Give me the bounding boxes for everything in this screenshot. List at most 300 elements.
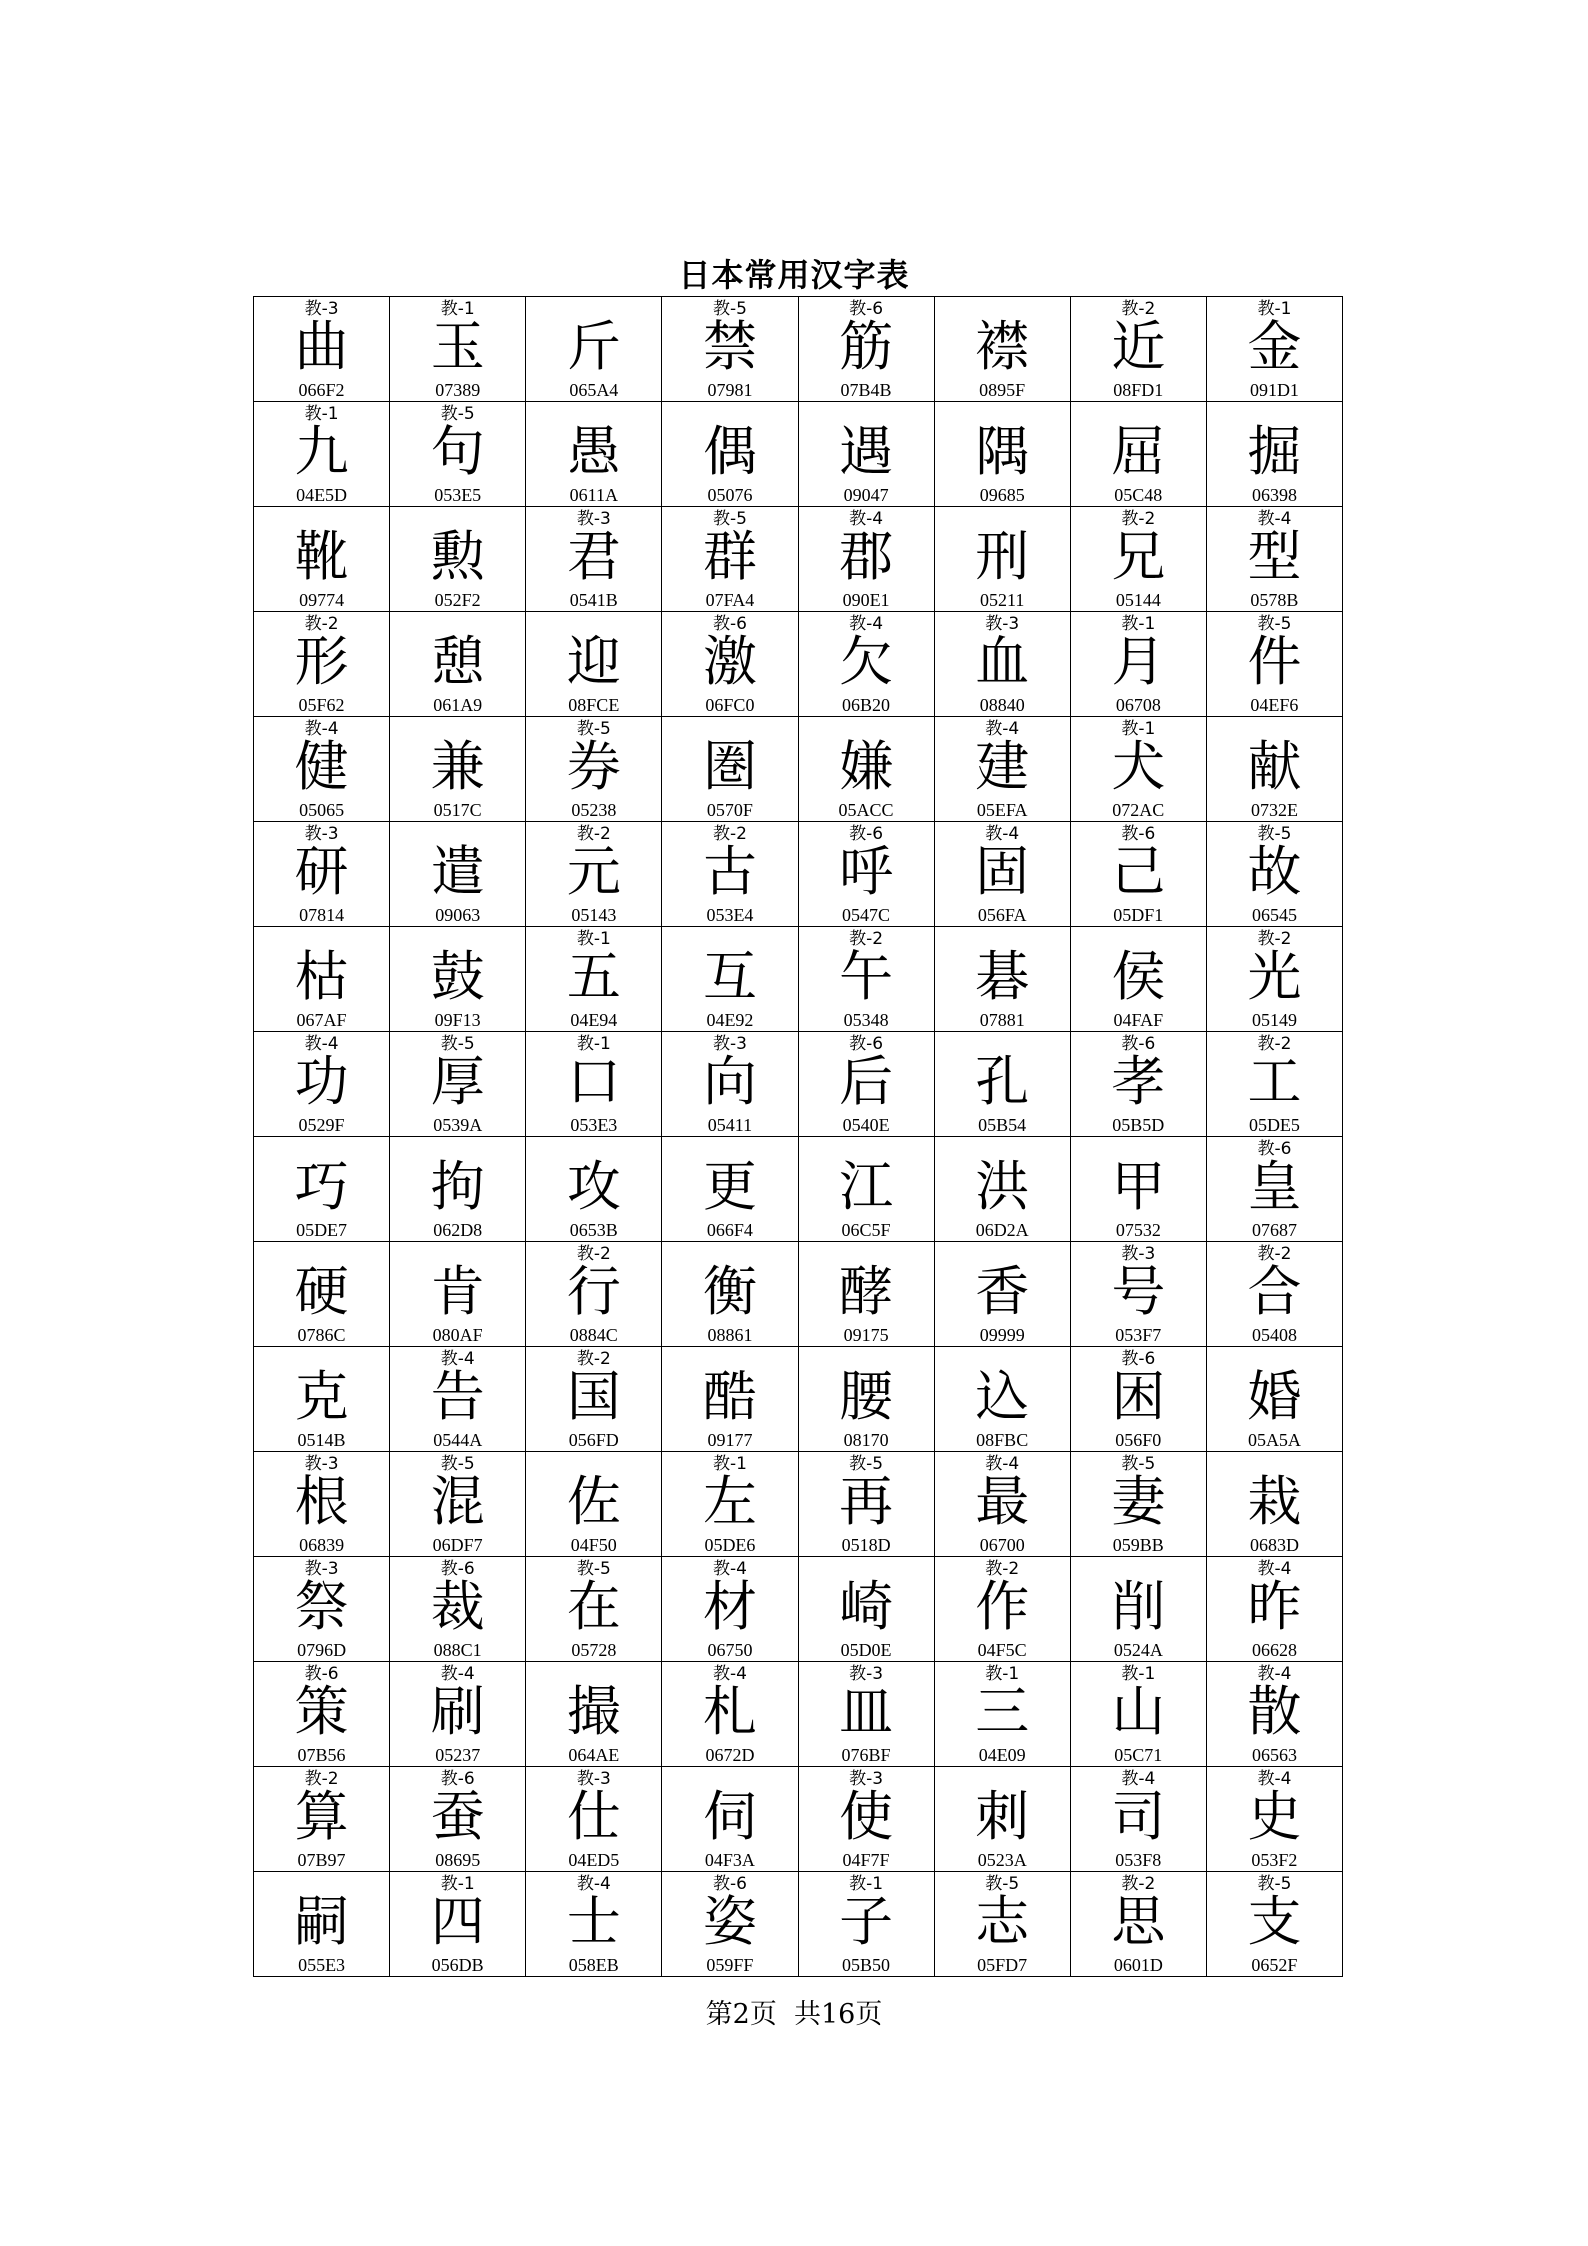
page-title: 日本常用汉字表 (678, 256, 910, 294)
kanji-code: 056FA (977, 905, 1027, 925)
kanji-char: 偶 (702, 420, 757, 483)
kanji-code: 0547C (842, 905, 891, 925)
kanji-code: 05411 (707, 1115, 753, 1135)
kanji-code: 04FAF (1113, 1010, 1164, 1030)
kanji-code: 088C1 (433, 1640, 482, 1660)
kanji-code: 04E94 (570, 1010, 618, 1030)
kanji-char: 混 (430, 1470, 485, 1533)
kanji-code: 04F3A (704, 1850, 755, 1870)
kanji-cell (526, 1347, 662, 1452)
kanji-code: 053E5 (434, 485, 482, 505)
kanji-char: 向 (702, 1050, 757, 1113)
kanji-cell (798, 507, 934, 612)
kanji-grade: 教-4 (849, 614, 884, 634)
table-row (254, 1662, 1343, 1767)
kanji-char: 呼 (839, 840, 894, 903)
kanji-char: 史 (1247, 1785, 1302, 1848)
kanji-cell (254, 1452, 390, 1557)
kanji-code: 08840 (979, 695, 1025, 715)
kanji-code: 05DF1 (1113, 905, 1164, 925)
kanji-code: 08695 (435, 1850, 481, 1870)
kanji-char: 司 (1111, 1785, 1166, 1848)
kanji-code: 05237 (435, 1745, 481, 1765)
kanji-cell (798, 927, 934, 1032)
kanji-grade: 教-4 (1257, 509, 1292, 529)
kanji-grade: 教-1 (1121, 614, 1156, 634)
kanji-code: 05B5D (1112, 1115, 1165, 1135)
kanji-char: 近 (1111, 315, 1166, 378)
kanji-char: 妻 (1111, 1470, 1166, 1533)
kanji-char: 健 (294, 735, 349, 798)
kanji-code: 05DE6 (704, 1535, 756, 1555)
kanji-grade: 教-6 (849, 824, 884, 844)
kanji-cell (1070, 1557, 1206, 1662)
kanji-cell (934, 822, 1070, 927)
kanji-cell (798, 1557, 934, 1662)
kanji-grade: 教-5 (576, 719, 611, 739)
kanji-char: 隅 (975, 420, 1030, 483)
kanji-grade: 教-5 (985, 1874, 1020, 1894)
kanji-grade: 教-5 (712, 509, 747, 529)
kanji-char: 掘 (1247, 420, 1302, 483)
kanji-code: 066F4 (706, 1220, 753, 1240)
kanji-char: 互 (702, 945, 757, 1008)
kanji-code: 0895F (979, 380, 1026, 400)
kanji-char: 材 (702, 1575, 757, 1638)
kanji-code: 05728 (571, 1640, 617, 1660)
kanji-cell (1206, 1137, 1342, 1242)
kanji-char: 侯 (1111, 945, 1166, 1008)
kanji-grade: 教-6 (849, 299, 884, 319)
kanji-code: 0601D (1113, 1955, 1163, 1975)
kanji-cell (934, 1767, 1070, 1872)
kanji-char: 迎 (566, 630, 621, 693)
kanji-code: 04EF6 (1250, 695, 1299, 715)
kanji-char: 裁 (430, 1575, 485, 1638)
kanji-code: 08FCE (568, 695, 620, 715)
kanji-cell (798, 1137, 934, 1242)
kanji-cell (662, 1557, 798, 1662)
kanji-char: 禁 (702, 315, 757, 378)
kanji-cell (934, 927, 1070, 1032)
kanji-char: 克 (294, 1365, 349, 1428)
kanji-code: 06628 (1251, 1640, 1297, 1660)
kanji-code: 065A4 (569, 380, 619, 400)
kanji-cell (254, 402, 390, 507)
kanji-code: 05143 (571, 905, 617, 925)
kanji-code: 056DB (431, 1955, 484, 1975)
kanji-code: 0514B (297, 1430, 346, 1450)
kanji-cell (1070, 1137, 1206, 1242)
kanji-code: 04E5D (296, 485, 348, 505)
kanji-code: 07FA4 (705, 590, 755, 610)
table-row (254, 297, 1343, 402)
kanji-code: 05DE7 (296, 1220, 348, 1240)
kanji-code: 06B20 (842, 695, 891, 715)
kanji-code: 06D2A (975, 1220, 1029, 1240)
kanji-code: 06FC0 (705, 695, 755, 715)
kanji-grade: 教-4 (440, 1664, 475, 1684)
kanji-char: 左 (702, 1470, 757, 1533)
kanji-cell (390, 1032, 526, 1137)
kanji-code: 04F5C (977, 1640, 1027, 1660)
kanji-code: 0653B (569, 1220, 618, 1240)
kanji-code: 04F50 (570, 1535, 617, 1555)
kanji-code: 05B50 (842, 1955, 891, 1975)
kanji-grade: 教-3 (576, 1769, 611, 1789)
kanji-code: 07981 (707, 380, 753, 400)
kanji-grade: 教-3 (849, 1769, 884, 1789)
kanji-cell (798, 1242, 934, 1347)
kanji-code: 05ACC (838, 800, 894, 820)
kanji-grade: 教-4 (440, 1349, 475, 1369)
kanji-code: 053F8 (1115, 1850, 1162, 1870)
kanji-char: 札 (702, 1680, 757, 1743)
kanji-cell (798, 1347, 934, 1452)
kanji-cell (390, 1557, 526, 1662)
kanji-cell (526, 1767, 662, 1872)
kanji-code: 061A9 (433, 695, 483, 715)
kanji-char: 根 (294, 1470, 349, 1533)
kanji-char: 仕 (566, 1785, 621, 1848)
kanji-code: 08170 (843, 1430, 889, 1450)
kanji-char: 攻 (566, 1155, 621, 1218)
kanji-grade: 教-4 (712, 1559, 747, 1579)
kanji-cell (662, 822, 798, 927)
kanji-cell (1070, 612, 1206, 717)
kanji-grade: 教-3 (1121, 1244, 1156, 1264)
kanji-cell (1206, 1347, 1342, 1452)
kanji-grade: 教-2 (1257, 929, 1292, 949)
kanji-char: 鼓 (430, 945, 485, 1008)
kanji-cell (662, 402, 798, 507)
kanji-cell (254, 612, 390, 717)
kanji-grade: 教-2 (1121, 1874, 1156, 1894)
kanji-grade: 教-5 (576, 1559, 611, 1579)
kanji-cell (254, 1137, 390, 1242)
kanji-grade: 教-5 (440, 404, 475, 424)
kanji-char: 使 (839, 1785, 894, 1848)
kanji-cell (254, 1662, 390, 1767)
kanji-char: 号 (1111, 1260, 1166, 1323)
kanji-cell (1206, 1032, 1342, 1137)
kanji-cell (254, 717, 390, 822)
kanji-char: 金 (1247, 315, 1302, 378)
kanji-cell (390, 822, 526, 927)
kanji-char: 祭 (294, 1575, 349, 1638)
kanji-char: 行 (566, 1260, 621, 1323)
kanji-cell (254, 1347, 390, 1452)
kanji-grade: 教-1 (1257, 299, 1292, 319)
kanji-grade: 教-1 (1121, 719, 1156, 739)
kanji-code: 062D8 (433, 1220, 483, 1240)
kanji-cell (390, 1242, 526, 1347)
kanji-char: 江 (839, 1155, 894, 1218)
kanji-cell (526, 1872, 662, 1977)
kanji-code: 05D0E (840, 1640, 892, 1660)
kanji-cell (526, 612, 662, 717)
table-row (254, 612, 1343, 717)
kanji-cell (662, 1242, 798, 1347)
kanji-code: 06708 (1115, 695, 1161, 715)
kanji-char: 栽 (1247, 1470, 1302, 1533)
kanji-grade: 教-4 (985, 1454, 1020, 1474)
kanji-code: 07B4B (840, 380, 892, 400)
kanji-char: 憩 (430, 630, 485, 693)
kanji-cell (798, 822, 934, 927)
kanji-cell (526, 507, 662, 612)
kanji-cell (254, 822, 390, 927)
table-row (254, 1137, 1343, 1242)
kanji-cell (254, 1767, 390, 1872)
kanji-grade: 教-6 (712, 614, 747, 634)
kanji-char: 激 (702, 630, 757, 693)
kanji-code: 091D1 (1249, 380, 1299, 400)
kanji-cell (526, 402, 662, 507)
kanji-cell (1070, 1872, 1206, 1977)
kanji-char: 遣 (430, 840, 485, 903)
kanji-grade: 教-3 (304, 824, 339, 844)
kanji-char: 甲 (1111, 1155, 1166, 1218)
kanji-cell (526, 1137, 662, 1242)
kanji-grade: 教-3 (304, 299, 339, 319)
kanji-code: 07687 (1251, 1220, 1297, 1240)
kanji-cell (1070, 1032, 1206, 1137)
kanji-code: 04F7F (842, 1850, 890, 1870)
kanji-code: 0884C (569, 1325, 618, 1345)
kanji-char: 婚 (1247, 1365, 1302, 1428)
kanji-char: 孔 (975, 1050, 1030, 1113)
kanji-code: 06DF7 (432, 1535, 483, 1555)
kanji-grade: 教-4 (1257, 1664, 1292, 1684)
kanji-code: 05408 (1251, 1325, 1297, 1345)
kanji-cell (1070, 717, 1206, 822)
kanji-char: 昨 (1247, 1575, 1302, 1638)
kanji-code: 04E09 (978, 1745, 1026, 1765)
kanji-code: 056FD (568, 1430, 619, 1450)
kanji-cell (662, 1767, 798, 1872)
kanji-code: 067AF (296, 1010, 347, 1030)
kanji-char: 斤 (566, 315, 621, 378)
kanji-code: 05DE5 (1248, 1115, 1300, 1135)
kanji-cell (526, 1662, 662, 1767)
kanji-char: 遇 (839, 420, 894, 483)
kanji-char: 姿 (702, 1890, 757, 1953)
kanji-grade: 教-2 (576, 1244, 611, 1264)
kanji-code: 05B54 (978, 1115, 1027, 1135)
kanji-code: 0570F (706, 800, 753, 820)
kanji-cell (662, 1452, 798, 1557)
kanji-code: 07389 (435, 380, 481, 400)
kanji-cell (662, 507, 798, 612)
kanji-cell (934, 507, 1070, 612)
kanji-cell (390, 507, 526, 612)
kanji-cell (662, 297, 798, 402)
kanji-cell (934, 1872, 1070, 1977)
kanji-cell (1206, 1242, 1342, 1347)
kanji-char: 券 (566, 735, 621, 798)
kanji-grade: 教-3 (576, 509, 611, 529)
kanji-grade: 教-4 (304, 719, 339, 739)
kanji-char: 古 (702, 840, 757, 903)
kanji-cell (662, 1872, 798, 1977)
kanji-char: 刺 (975, 1785, 1030, 1848)
kanji-code: 0529F (298, 1115, 345, 1135)
kanji-char: 刑 (975, 525, 1030, 588)
kanji-code: 07532 (1115, 1220, 1161, 1240)
kanji-code: 0539A (433, 1115, 483, 1135)
kanji-char: 嗣 (294, 1890, 349, 1953)
kanji-char: 血 (975, 630, 1030, 693)
kanji-cell (1206, 402, 1342, 507)
kanji-cell (390, 1452, 526, 1557)
kanji-cell (798, 1872, 934, 1977)
kanji-grade: 教-2 (1257, 1244, 1292, 1264)
kanji-grade: 教-4 (985, 719, 1020, 739)
kanji-grade: 教-4 (304, 1034, 339, 1054)
kanji-cell (798, 612, 934, 717)
kanji-grade: 教-1 (985, 1664, 1020, 1684)
kanji-char: 固 (975, 840, 1030, 903)
table-row (254, 1242, 1343, 1347)
page-footer: 第2页 共16页 (705, 1999, 883, 2030)
kanji-char: 献 (1247, 735, 1302, 798)
kanji-grade: 教-1 (849, 1874, 884, 1894)
kanji-char: 犬 (1111, 735, 1166, 798)
kanji-code: 07881 (979, 1010, 1025, 1030)
kanji-char: 襟 (975, 315, 1030, 378)
kanji-cell (390, 1347, 526, 1452)
kanji-char: 刷 (430, 1680, 485, 1743)
kanji-cell (1070, 927, 1206, 1032)
kanji-code: 06750 (707, 1640, 753, 1660)
kanji-char: 筋 (839, 315, 894, 378)
kanji-cell (1070, 297, 1206, 402)
kanji-char: 香 (975, 1260, 1030, 1323)
kanji-code: 09F13 (434, 1010, 481, 1030)
kanji-char: 孝 (1111, 1050, 1166, 1113)
kanji-char: 元 (566, 840, 621, 903)
kanji-code: 072AC (1112, 800, 1165, 820)
kanji-grade: 教-3 (304, 1454, 339, 1474)
kanji-grade: 教-4 (985, 824, 1020, 844)
kanji-code: 0732E (1250, 800, 1298, 820)
kanji-code: 0683D (1249, 1535, 1299, 1555)
kanji-char: 件 (1247, 630, 1302, 693)
kanji-table (253, 296, 1343, 1977)
kanji-code: 053E4 (706, 905, 754, 925)
kanji-code: 0786C (297, 1325, 346, 1345)
kanji-cell (1206, 1662, 1342, 1767)
kanji-char: 兼 (430, 735, 485, 798)
kanji-char: 崎 (839, 1575, 894, 1638)
table-row (254, 1452, 1343, 1557)
kanji-char: 酵 (839, 1260, 894, 1323)
kanji-code: 056F0 (1115, 1430, 1162, 1450)
kanji-grade: 教-1 (1121, 1664, 1156, 1684)
kanji-char: 皿 (839, 1680, 894, 1743)
kanji-char: 光 (1247, 945, 1302, 1008)
kanji-cell (662, 1347, 798, 1452)
kanji-grade: 教-4 (576, 1874, 611, 1894)
kanji-char: 型 (1247, 525, 1302, 588)
kanji-grade: 教-4 (849, 509, 884, 529)
kanji-code: 0524A (1113, 1640, 1163, 1660)
kanji-char: 五 (566, 945, 621, 1008)
kanji-grade: 教-6 (440, 1559, 475, 1579)
kanji-cell (1070, 1452, 1206, 1557)
kanji-code: 052F2 (434, 590, 481, 610)
kanji-grade: 教-4 (712, 1664, 747, 1684)
kanji-char: 支 (1247, 1890, 1302, 1953)
kanji-code: 059BB (1112, 1535, 1164, 1555)
kanji-cell (526, 1557, 662, 1662)
kanji-grade: 教-6 (1121, 1034, 1156, 1054)
kanji-code: 05F62 (298, 695, 345, 715)
kanji-cell (1206, 822, 1342, 927)
kanji-cell (1070, 1347, 1206, 1452)
kanji-char: 口 (566, 1050, 621, 1113)
kanji-char: 九 (294, 420, 349, 483)
kanji-cell (934, 1242, 1070, 1347)
kanji-char: 拘 (430, 1155, 485, 1218)
kanji-cell (1070, 1242, 1206, 1347)
kanji-code: 0517C (433, 800, 482, 820)
kanji-code: 09999 (979, 1325, 1025, 1345)
kanji-grade: 教-6 (1121, 824, 1156, 844)
kanji-cell (798, 297, 934, 402)
kanji-cell (1070, 1767, 1206, 1872)
kanji-grade: 教-1 (576, 929, 611, 949)
kanji-cell (254, 507, 390, 612)
kanji-grade: 教-1 (440, 299, 475, 319)
kanji-cell (526, 1032, 662, 1137)
kanji-grade: 教-2 (1257, 1034, 1292, 1054)
kanji-grade: 教-6 (712, 1874, 747, 1894)
kanji-cell (934, 1557, 1070, 1662)
kanji-code: 09685 (979, 485, 1025, 505)
kanji-cell (662, 927, 798, 1032)
kanji-cell (1206, 297, 1342, 402)
kanji-code: 07814 (299, 905, 345, 925)
kanji-char: 郡 (839, 525, 894, 588)
kanji-char: 山 (1111, 1680, 1166, 1743)
kanji-char: 靴 (294, 525, 349, 588)
kanji-cell (526, 717, 662, 822)
kanji-code: 04ED5 (568, 1850, 620, 1870)
kanji-cell (390, 1767, 526, 1872)
kanji-cell (798, 1452, 934, 1557)
kanji-cell (390, 1662, 526, 1767)
kanji-grade: 教-5 (1257, 1874, 1292, 1894)
kanji-char: 形 (294, 630, 349, 693)
kanji-code: 06C5F (841, 1220, 891, 1240)
kanji-cell (1206, 1872, 1342, 1977)
kanji-grade: 教-2 (576, 1349, 611, 1369)
kanji-grade: 教-6 (1257, 1139, 1292, 1159)
kanji-code: 06545 (1251, 905, 1297, 925)
kanji-cell (390, 717, 526, 822)
kanji-code: 0578B (1250, 590, 1299, 610)
kanji-char: 兄 (1111, 525, 1166, 588)
kanji-cell (254, 1557, 390, 1662)
kanji-code: 066F2 (298, 380, 345, 400)
kanji-code: 05149 (1251, 1010, 1297, 1030)
kanji-code: 090E1 (842, 590, 890, 610)
kanji-cell (526, 1452, 662, 1557)
kanji-cell (1206, 507, 1342, 612)
kanji-cell (934, 1452, 1070, 1557)
